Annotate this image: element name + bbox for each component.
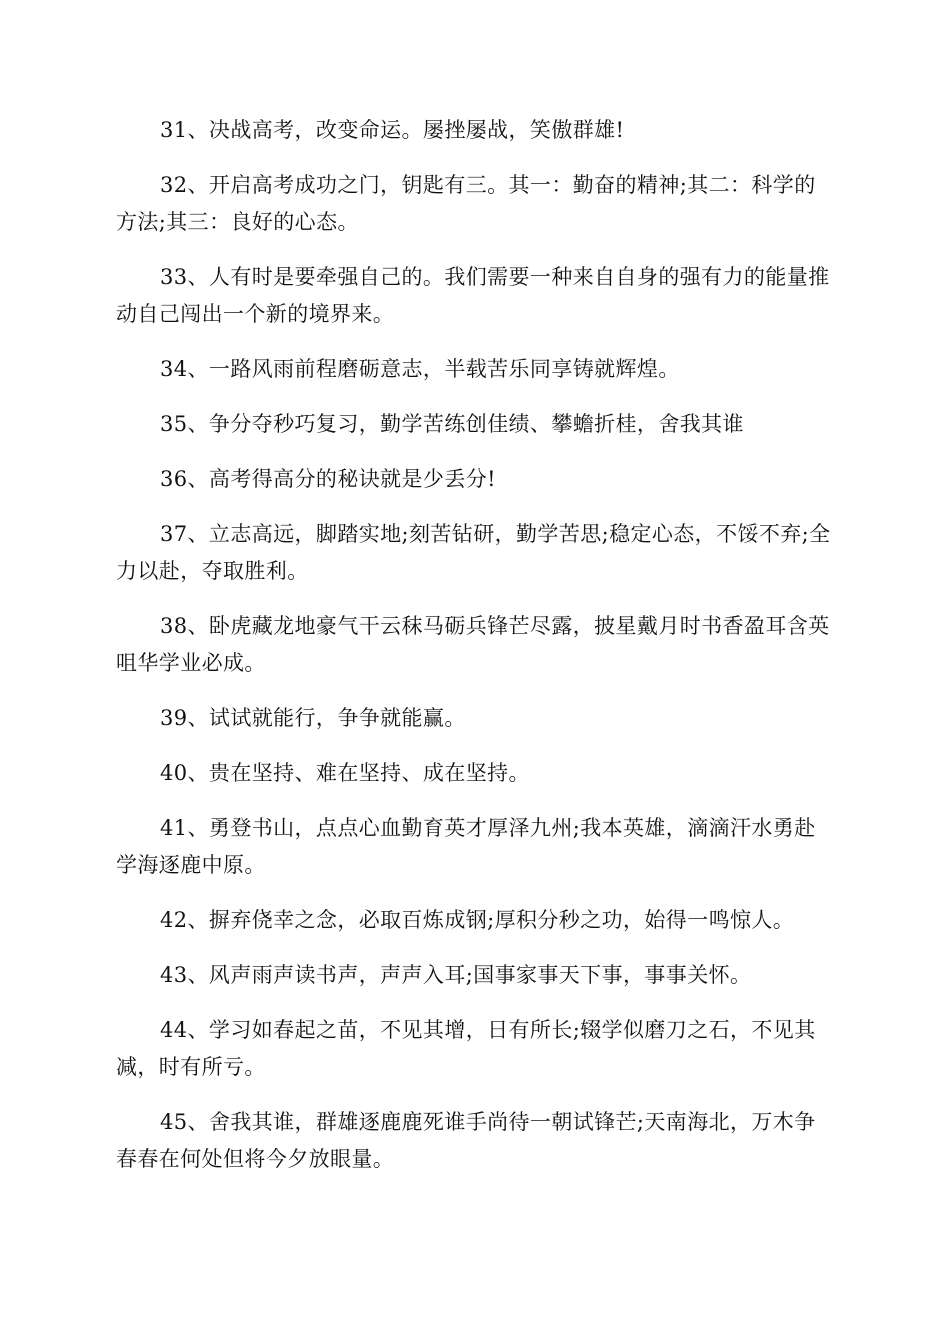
paragraph-34: 34、一路风雨前程磨砺意志，半载苦乐同享铸就辉煌。 (160, 357, 680, 381)
paragraph-36: 36、高考得高分的秘诀就是少丢分! (160, 467, 496, 491)
paragraph-45: 45、舍我其谁，群雄逐鹿鹿死谁手尚待一朝试锋芒;天南海北，万木争春春在何处但将今夕放眼量。 (116, 1110, 816, 1171)
paragraph-39: 39、试试就能行，争争就能赢。 (160, 706, 466, 730)
document-body (116, 112, 834, 1196)
paragraph-43: 43、风声雨声读书声，声声入耳;国事家事天下事，事事关怀。 (160, 963, 752, 987)
paragraph-35: 35、争分夺秒巧复习，勤学苦练创佳绩、攀蟾折桂，舍我其谁 (160, 412, 744, 436)
paragraph-31: 31、决战高考，改变命运。屡挫屡战，笑傲群雄! (160, 118, 625, 142)
paragraph-32: 32、开启高考成功之门，钥匙有三。其一：勤奋的精神;其二：科学的方法;其三：良好的心态。 (116, 173, 816, 234)
paragraph-37: 37、立志高远，脚踏实地;刻苦钻研，勤学苦思;稳定心态，不馁不弃;全力以赴，夺取胜利。 (116, 522, 831, 583)
paragraph-44: 44、学习如春起之苗，不见其增，日有所长;辍学似磨刀之石，不见其减，时有所亏。 (116, 1018, 816, 1079)
paragraph-33: 33、人有时是要牵强自己的。我们需要一种来自自身的强有力的能量推动自己闯出一个新的境界来。 (116, 265, 830, 326)
paragraph-38: 38、卧虎藏龙地豪气干云秣马砺兵锋芒尽露，披星戴月时书香盈耳含英咀华学业必成。 (116, 614, 830, 675)
paragraph-41: 41、勇登书山，点点心血勤育英才厚泽九州;我本英雄，滴滴汗水勇赴学海逐鹿中原。 (116, 816, 816, 877)
paragraph-42: 42、摒弃侥幸之念，必取百炼成钢;厚积分秒之功，始得一鸣惊人。 (160, 908, 795, 932)
paragraph-40: 40、贵在坚持、难在坚持、成在坚持。 (160, 761, 530, 785)
